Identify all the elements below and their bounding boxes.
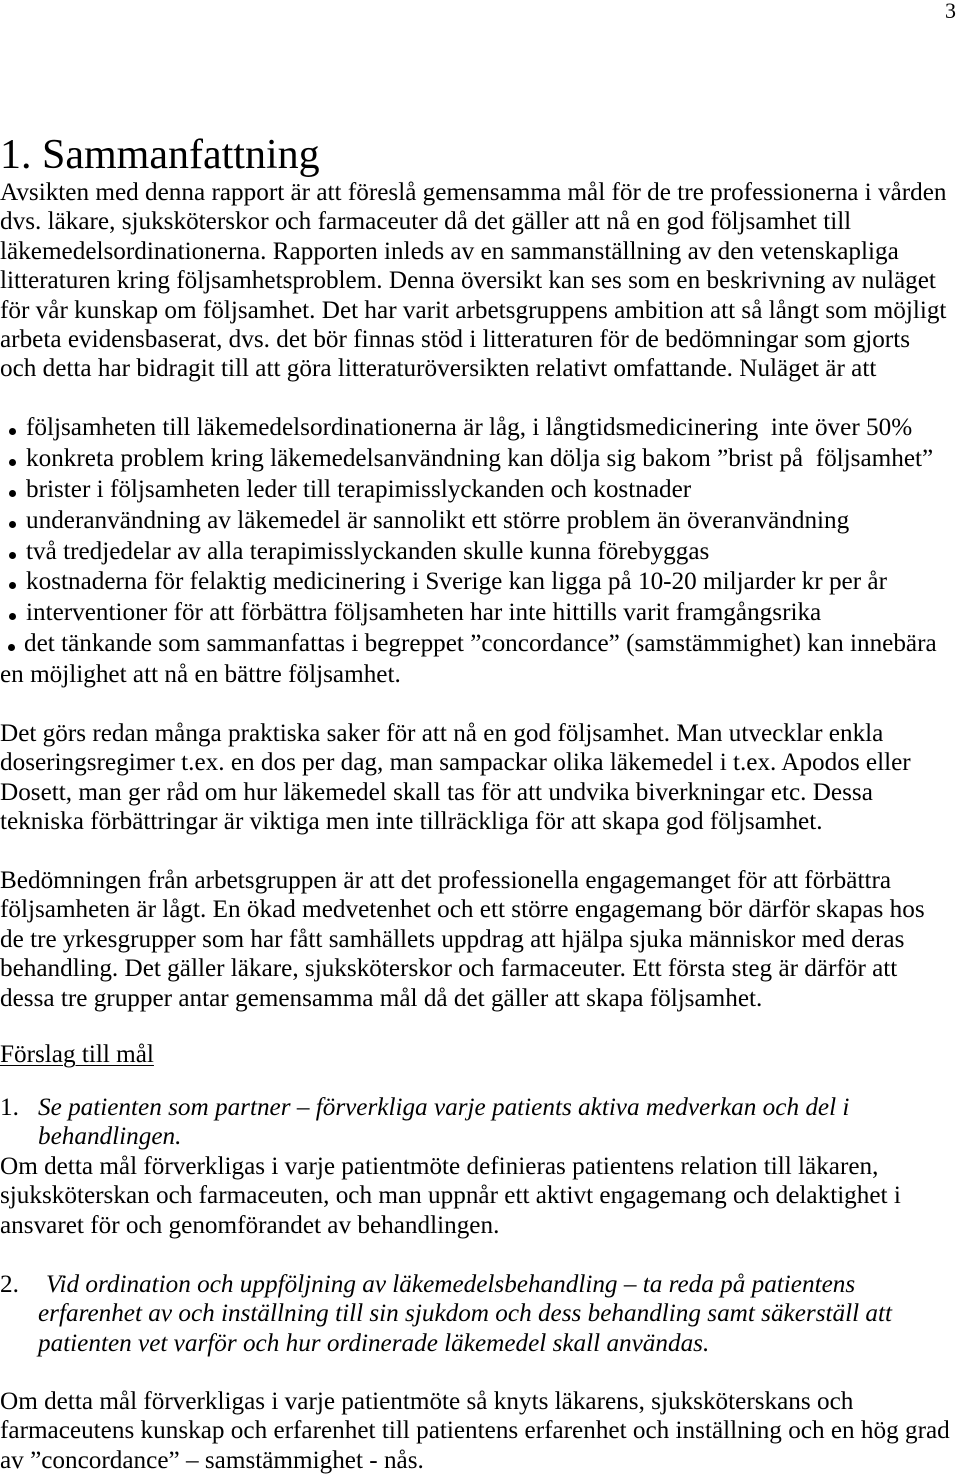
text-line: Avsikten med denna rapport är att föreslå gemensamma mål för de tre professionerna i vården: [0, 179, 947, 206]
bullet-icon: [9, 428, 16, 435]
text-line: de tre yrkesgrupper som har fått samhällets uppdrag att hjälpa sjuka människor med deras: [0, 925, 905, 953]
list-item-text: konkreta problem kring läkemedelsanvändning kan dölja sig bakom ”brist på följsamhet”: [26, 444, 934, 472]
text-line: Dosett, man ger råd om hur läkemedel skall tas för att undvika biverkningar etc. Dessa: [0, 778, 873, 806]
goal-title-line: erfarenhet av och inställning till sin sjukdom och dess behandling samt säkerställ att: [38, 1300, 892, 1328]
text-line: sjuksköterskan och farmaceuten, och man uppnår ett aktivt engagemang och delaktighet i: [0, 1182, 901, 1210]
text-line: ansvaret för och genomförandet av behandlingen.: [0, 1211, 500, 1239]
practical-measures-paragraph: [0, 719, 911, 837]
summary-paragraph: [0, 178, 947, 384]
text-line: dessa tre grupper antar gemensamma mål då det gäller att skapa följsamhet.: [0, 984, 763, 1012]
assessment-paragraph: [0, 866, 925, 1013]
list-item: [0, 475, 937, 506]
proposals-heading: [0, 1040, 154, 1069]
text-line: arbeta evidensbaserat, dvs. det bör finnas stöd i litteraturen för de bedömningar som gjorts: [0, 325, 910, 353]
text-line: Om detta mål förverkligas i varje patientmöte definieras patientens relation till läkaren,: [0, 1153, 879, 1180]
bullet-icon: [9, 613, 16, 620]
goal-number: 2.: [0, 1271, 19, 1298]
goal-2-description: [0, 1387, 950, 1475]
proposals-heading-text: Förslag till mål: [0, 1041, 154, 1068]
list-item-text: kostnaderna för felaktig medicinering i Sverige kan ligga på 10-20 miljarder kr per år: [26, 568, 887, 596]
list-item: [0, 537, 937, 568]
section-heading: 1. Sammanfattning: [0, 132, 320, 178]
list-item-text: två tredjedelar av alla terapimisslyckanden skulle kunna förebyggas: [26, 537, 710, 565]
text-line: för vår kunskap om följsamhet. Det har varit arbetsgruppens ambition att så långt som möjligt: [0, 296, 947, 324]
bullet-icon: [9, 552, 16, 559]
text-line: litteraturen kring följsamhetsproblem. Denna översikt kan ses som en beskrivning av nuläget: [0, 267, 936, 295]
list-item: [0, 629, 937, 660]
list-item-text: brister i följsamheten leder till terapimisslyckanden och kostnader: [26, 475, 692, 503]
list-item-continuation: en möjlighet att nå en bättre följsamhet.: [0, 661, 401, 689]
goal-2: [0, 1270, 892, 1358]
bullet-icon: [9, 490, 16, 497]
text-line: behandling. Det gäller läkare, sjuksköterskor och farmaceuter. Ett första steg är därför att: [0, 955, 898, 983]
list-item-text: det tänkande som sammanfattas i begreppet ”concordance” (samstämmighet) kan innebära: [24, 630, 937, 658]
goal-title-line: behandlingen.: [38, 1123, 182, 1151]
list-item: [0, 506, 937, 537]
page-number: 3: [945, 0, 956, 23]
text-line: läkemedelsordinationerna. Rapporten inleds av en sammanställning av den vetenskapliga: [0, 237, 899, 265]
bullet-icon: [9, 521, 16, 528]
text-line: följsamheten är lågt. En ökad medvetenhet och ett större engagemang bör därför skapas hos: [0, 896, 925, 924]
goal-1-description: [0, 1152, 901, 1240]
text-line: farmaceutens kunskap och erfarenhet till patientens erfarenhet och inställning och en hög grad: [0, 1417, 950, 1445]
text-line: Det görs redan många praktiska saker för att nå en god följsamhet. Man utvecklar enkla: [0, 720, 884, 747]
goal-1: [0, 1093, 849, 1152]
list-item: [0, 413, 937, 444]
list-item-text: interventioner för att förbättra följsamheten har inte hittills varit framgångsrika: [26, 599, 822, 627]
list-item-text: underanvändning av läkemedel är sannolikt ett större problem än överanvändning: [26, 506, 850, 534]
text-line: doseringsregimer t.ex. en dos per dag, man sampackar olika läkemedel i t.ex. Apodos eller: [0, 749, 911, 777]
goal-number: 1.: [0, 1094, 19, 1121]
goal-title-line: Vid ordination och uppföljning av läkemedelsbehandling – ta reda på patientens: [46, 1271, 856, 1298]
text-line: och detta har bidragit till att göra litteraturöversikten relativt omfattande. Nuläget är att: [0, 355, 877, 383]
list-item-text: följsamheten till läkemedelsordinationerna är låg, i långtidsmedicinering inte över 50%: [26, 414, 913, 441]
text-line: av ”concordance” – samstämmighet - nås.: [0, 1446, 424, 1474]
bullet-icon: [9, 459, 16, 466]
bullet-icon: [9, 582, 16, 589]
goal-title-line: patienten vet varför och hur ordinerade läkemedel skall användas.: [38, 1329, 710, 1357]
text-line: Bedömningen från arbetsgruppen är att det professionella engagemanget för att förbättra: [0, 867, 892, 894]
text-line: Om detta mål förverkligas i varje patientmöte så knyts läkarens, sjuksköterskans och: [0, 1388, 854, 1415]
goal-title: [0, 1093, 849, 1152]
list-item: [0, 444, 937, 475]
text-line: tekniska förbättringar är viktiga men inte tillräckliga för att skapa god följsamhet.: [0, 808, 823, 836]
list-item: [0, 567, 937, 598]
goal-title: [0, 1270, 892, 1358]
goal-title-line: Se patienten som partner – förverkliga varje patients aktiva medverkan och del i: [38, 1094, 850, 1121]
bullet-icon: [8, 644, 15, 651]
text-line: dvs. läkare, sjuksköterskor och farmaceuter då det gäller att nå en god följsamhet till: [0, 208, 852, 236]
list-item: [0, 598, 937, 629]
findings-list: [0, 413, 937, 691]
